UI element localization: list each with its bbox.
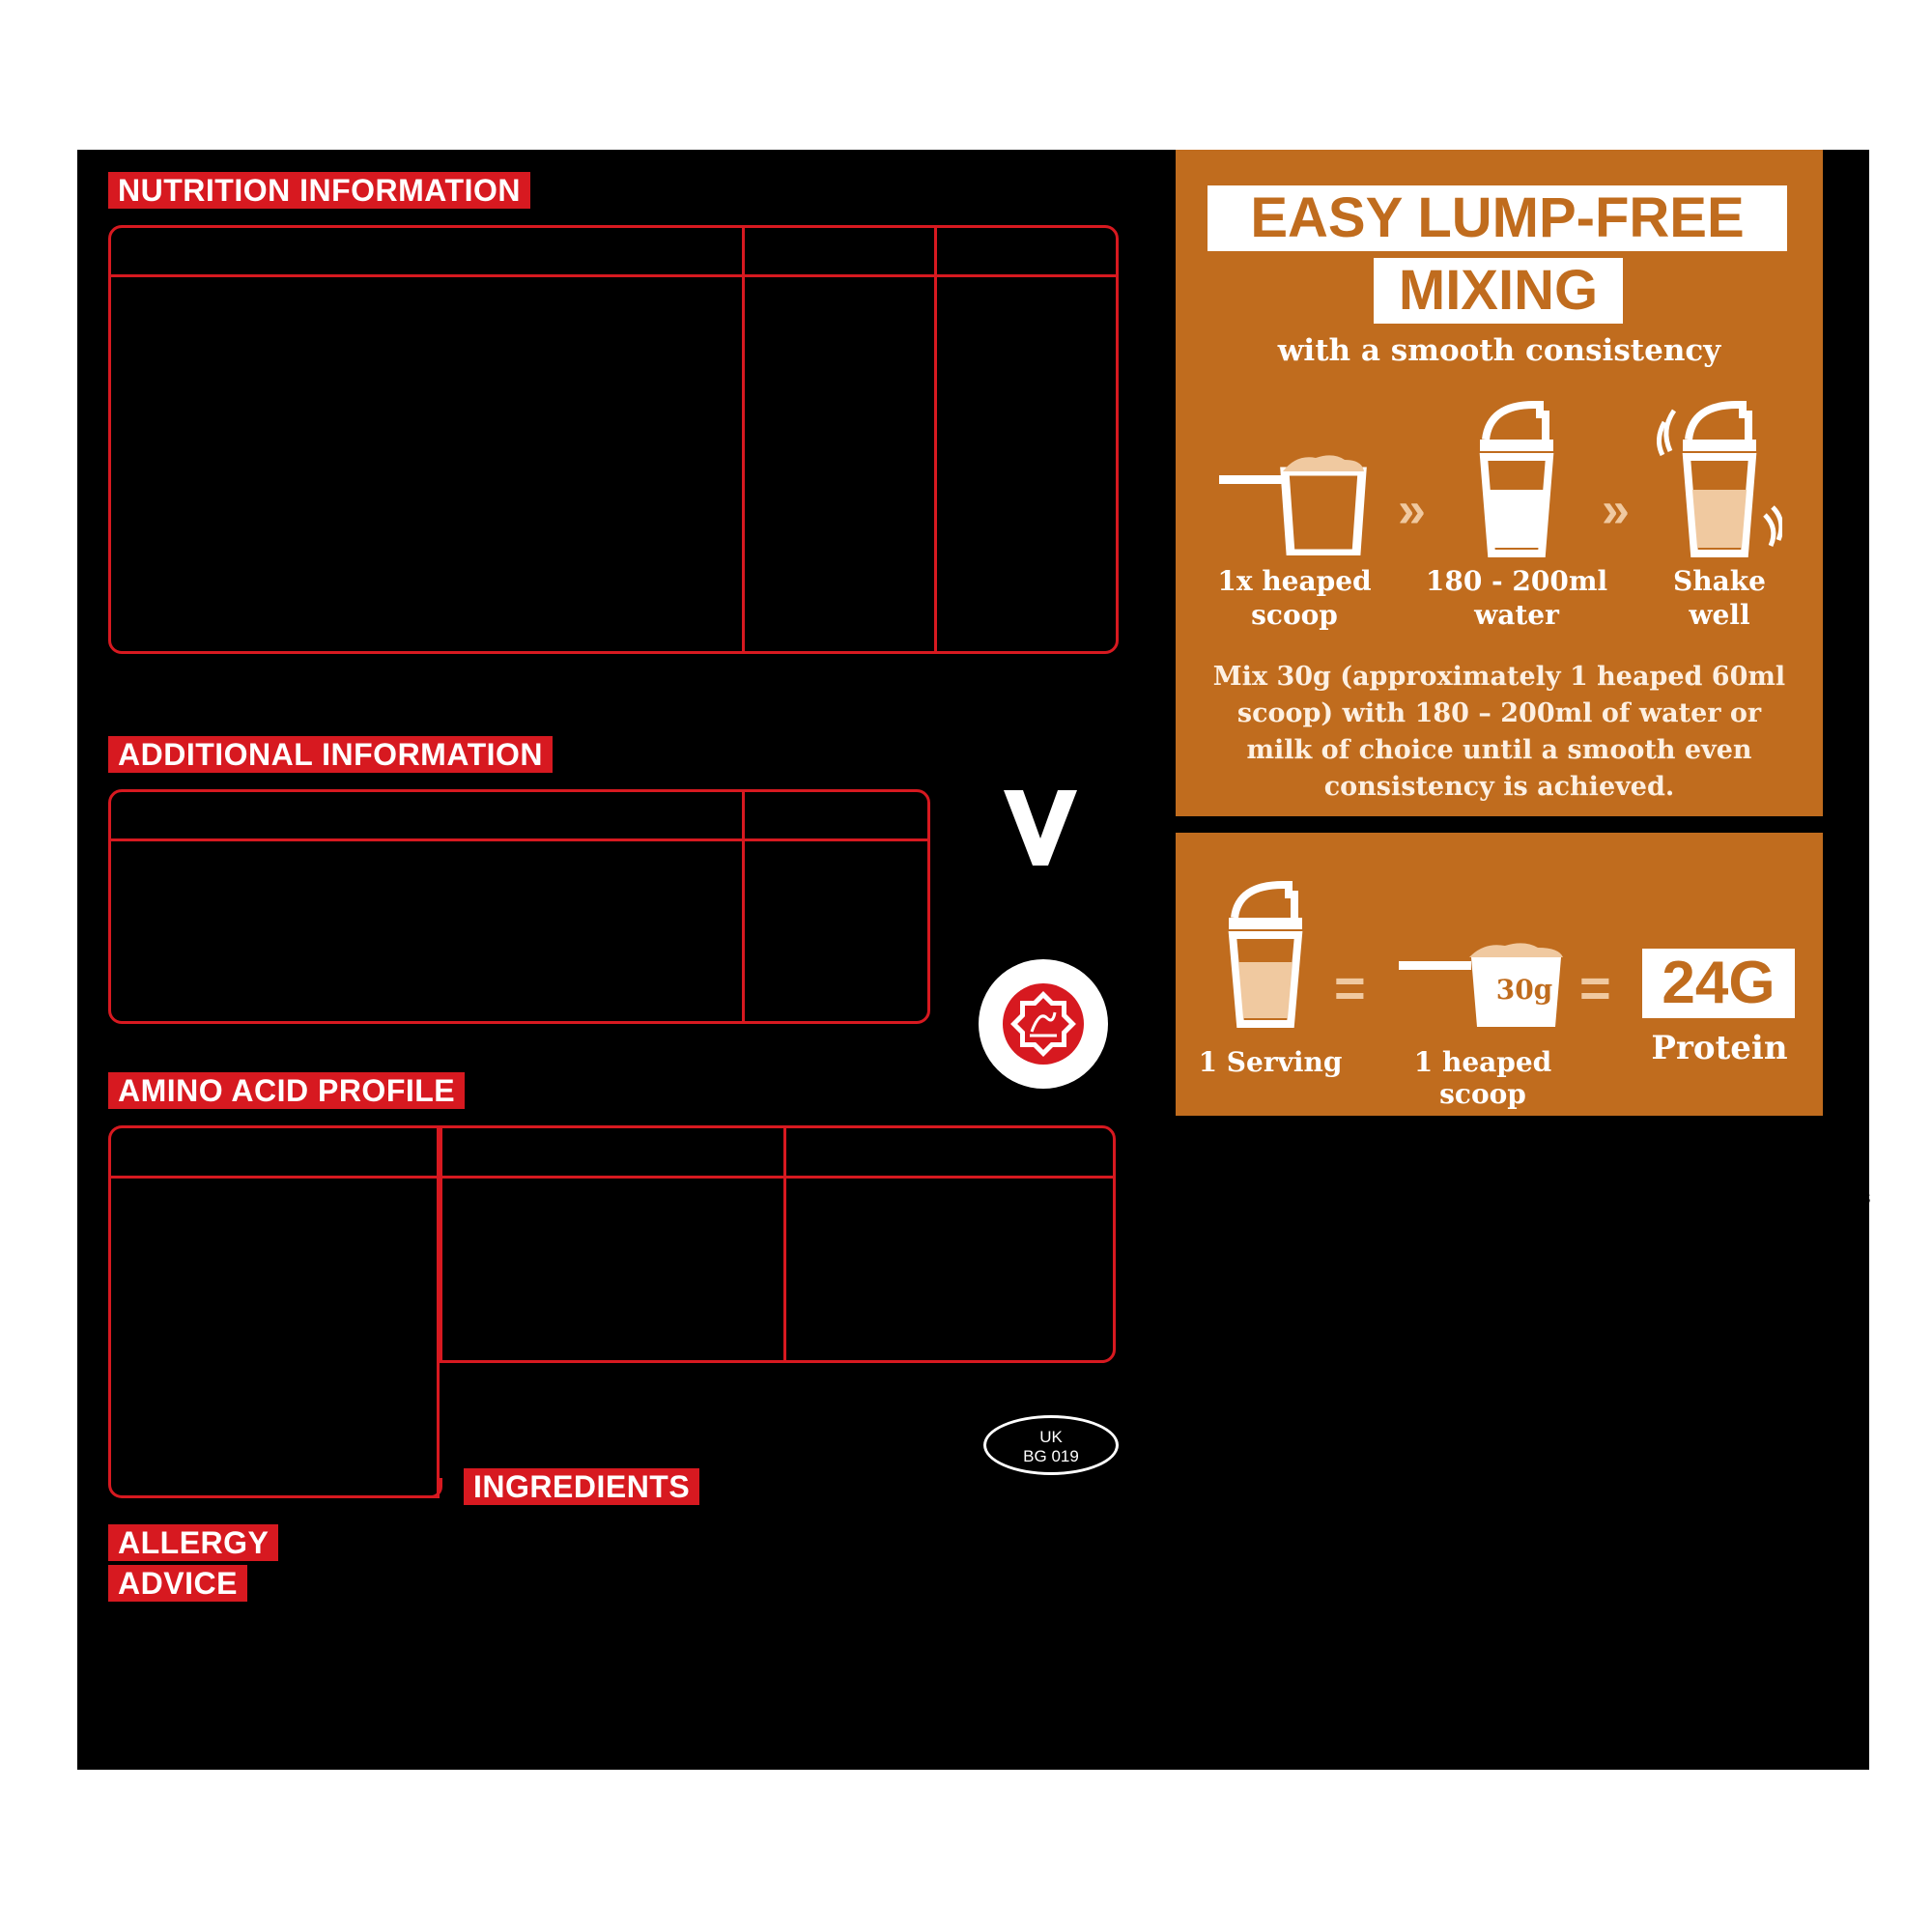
nutrition-header-ri2: RI* xyxy=(1048,236,1074,261)
mixing-instruction-1: Mix 30g (approximately 1 heaped 60ml xyxy=(1212,662,1786,692)
amino-nonessential-value: 1.038 xyxy=(983,1285,1031,1311)
amino-essential-name: Methionine xyxy=(124,1318,216,1343)
nutrition-row-label: of which Saturates/davon gesättigte Fettsäuren/dont acides gras saturés/ xyxy=(134,383,724,409)
nutrition-row-label: di cui zuccheri/z toho cukry xyxy=(134,512,354,538)
food-supplement-line2: powdered drink mix with sweeteners. xyxy=(464,1416,774,1441)
serving-shaker-icon xyxy=(1227,881,1304,1028)
additional-row-value: 50 mg xyxy=(756,851,808,876)
nutrition-row-30g: <0.5 g xyxy=(950,351,1001,376)
amino-essential-value: 1.572 xyxy=(309,1220,356,1246)
amino-conditional-name: Glutamic Acid xyxy=(454,1253,570,1278)
amino-nonessential-value: 1.087 xyxy=(983,1188,1031,1213)
mixing-subtitle: with a smooth consistency xyxy=(1277,333,1721,368)
amino-conditional-title: Conditionally Essential Amino Acids xyxy=(454,1135,770,1160)
additional-header-label: Typical Values xyxy=(124,800,248,825)
amino-conditional-value: 4.116 xyxy=(640,1253,687,1278)
nutrition-header-ri1: RI* xyxy=(855,236,881,261)
nutrition-row-label: Energy/Energie/Énergie/Energía xyxy=(124,286,386,311)
nutrition-row-100g: 3.8 g xyxy=(756,447,797,473)
guidance-line: included with this product measures by volume not by weight, for precise measurements please use xyxy=(1176,1317,1866,1338)
nutrition-row-ri1: 2% xyxy=(855,351,882,376)
arrow-2: » xyxy=(1602,482,1630,538)
amino-subtitle: grams per 30 g serving xyxy=(522,1079,729,1104)
amino-conditional-name: Tyrosine xyxy=(454,1318,526,1343)
step3-line1: Shake xyxy=(1673,565,1766,597)
nutrition-row-ri2: 0% xyxy=(1048,447,1075,473)
nutrition-row-label: Carbohydrate/Kohlenhydrate/Glucides/Carbohidratos/Carboidrati/Sacharidy xyxy=(124,447,733,473)
uk-mark-line2: BG 019 xyxy=(1023,1447,1079,1465)
additional-header-value: 30 g xyxy=(756,800,793,825)
amino-nonessential-name: Alanine xyxy=(797,1188,861,1213)
shaker-shake-icon xyxy=(1657,401,1782,557)
amino-divider xyxy=(437,1125,440,1495)
nutrition-row-100g: 1.0 g xyxy=(756,383,797,409)
amino-essential-name: Threonine xyxy=(124,1382,210,1407)
nutrition-row-label: Protein/Eiweiß/Protéines/Proteína/Proteine/Bílkoviny xyxy=(124,577,549,603)
allergy-line3: and/or Gluten. xyxy=(108,1680,228,1705)
nutrition-footnote-2: referencia de un adulto promedio/Assunzione di riferimento per un adulto medio/Referenční hodnota příjmu u průměrné dospělé osoby (8400 kJ/ 2000kcal). xyxy=(108,698,1081,717)
nutrition-row-30g: 0.3 g xyxy=(950,383,990,409)
nutrition-row-ri1: 160% xyxy=(855,577,902,603)
vegetarian-line1: Suitable for xyxy=(969,871,1114,899)
amino-nonessential-value: 0.420 xyxy=(983,1253,1031,1278)
additional-row-value: 125,000,000 CFU† xyxy=(756,948,911,974)
storage-label: Storage instructions: xyxy=(1176,1470,1335,1492)
protein-amount: 24G xyxy=(1642,949,1795,1018)
nutrition-row-label: of which Sugars/davon Zucker/dont sucres/de los cuales Azúcares/ xyxy=(134,480,675,505)
guidance-line: part of a varied and balanced diet and a healthy lifestyle, not as a substitute for such. Consume up xyxy=(1176,1219,1857,1241)
nutrition-row-label: de las cuales Saturadas/di cui saturi/z toho nasycené xyxy=(134,415,564,440)
amino-title: AMINO ACID PROFILE xyxy=(108,1072,465,1109)
nutrition-table xyxy=(108,225,1119,654)
ingredients-title: INGREDIENTS xyxy=(464,1468,699,1505)
step1-line2: scoop xyxy=(1251,599,1338,631)
amino-nonessential-name: Serine xyxy=(797,1285,852,1311)
amino-nonessential-name: Glycine xyxy=(797,1253,861,1278)
amino-nonessential-name: Aspartic Acid xyxy=(797,1220,907,1246)
nutrition-row-ri1: 1% xyxy=(855,480,882,505)
nutrition-row-ri2: 2% xyxy=(1048,383,1075,409)
nutrition-row-ri1: 18% xyxy=(855,286,892,311)
additional-title: ADDITIONAL INFORMATION xyxy=(108,736,553,773)
nutrition-row-100g: 80 g xyxy=(756,577,792,603)
bbe-label: Best before end: xyxy=(1430,1503,1555,1524)
scoop-weight: 30g xyxy=(1495,974,1553,1006)
ingredients-line: Instantised Whey Protein (Whey Protein Isolate (77%) (MILK), Whey Protein Concentrate (3%) xyxy=(464,1522,1211,1547)
amino-essential-value: 0.541 xyxy=(309,1318,356,1343)
amino-essential-name: Leucine xyxy=(124,1253,190,1278)
nutrition-header-30g: 30 g xyxy=(950,236,986,261)
amino-essential-value: 2.406 xyxy=(309,1285,356,1311)
amino-essential-value: 1.269 xyxy=(309,1447,356,1472)
nutrition-row-ri2: 7% xyxy=(1048,610,1075,635)
step1-line1: 1x heaped xyxy=(1217,565,1372,597)
allergy-line2: May also contain traces of Egg xyxy=(108,1648,367,1673)
step2-line1: 180 - 200ml xyxy=(1425,565,1608,597)
ingredients-line: (MILK), Emulsifier (SOYA Lecithin)), MILK Protein Concentrate (15%), Flavouring, Thickener xyxy=(464,1554,1192,1579)
amino-essential-value: 2.490 xyxy=(309,1253,356,1278)
ingredients-line: (Alpha-Amylase, Neutral Protease, Cellulase, Lactase, Lipase)), Sweetener (Sucralose), Colour xyxy=(464,1619,1218,1644)
scoop-icon xyxy=(1219,454,1369,555)
nutrition-header-label: Typical Values xyxy=(124,236,248,261)
nutrition-row-30g: <0.5 g xyxy=(950,480,1001,505)
ingredients-line: (Bifidobacterium bifidum, Lactobacillus acidophilus, Lactobacillus rhamnosus). xyxy=(464,1717,1080,1741)
uk-mark-line1: UK xyxy=(1039,1428,1063,1446)
scoop-label: 1 heaped scoop xyxy=(1413,1046,1552,1110)
nutrition-header-per: per/pro/pour/por/na xyxy=(558,236,727,261)
additional-row-label: Lactobacillus acidophilus xyxy=(124,948,326,974)
additional-row-value: 125,000,000 CFU† xyxy=(756,980,911,1006)
shaker-water-icon xyxy=(1478,401,1555,557)
amino-conditional-name: Arginine xyxy=(454,1188,524,1213)
nutrition-row-30g: 106 kcal xyxy=(950,318,1018,344)
guidance-line: Protein contributes to a growth in muscle mass. xyxy=(1176,1413,1505,1435)
equals-1: = xyxy=(1334,957,1366,1018)
nutrition-row-30g: 24 g xyxy=(950,577,985,603)
nutrition-row-ri2: 0% xyxy=(1048,480,1075,505)
serving-label: 1 Serving xyxy=(1198,1046,1343,1078)
additional-row-value: 125,000,000 spores xyxy=(756,883,918,909)
nutrition-row-100g: 1,501 kJ xyxy=(756,286,826,311)
nutrition-row-30g: 0.7 g xyxy=(950,545,990,570)
amino-conditional-value: 0.503 xyxy=(640,1188,688,1213)
nutrition-row-100g: 354 kcal xyxy=(756,318,825,344)
additional-table xyxy=(108,789,930,1024)
nutrition-title: NUTRITION INFORMATION xyxy=(108,172,530,209)
nutrition-row-ri1: 22% xyxy=(855,610,892,635)
guidance-label: Guidance notice: xyxy=(1176,1187,1303,1208)
step3-line2: well xyxy=(1689,599,1750,631)
amino-nonessential-value: 2.628 xyxy=(983,1220,1031,1246)
step2-line2: water xyxy=(1474,599,1559,631)
vegetarian-line2: Vegetarians xyxy=(969,902,1129,930)
additional-footnote: †Colony forming units / Kolonie tvořící jednotky. xyxy=(108,1034,402,1053)
storage-text1: Store in a cool dry place. Keep lid on after opening. Best consume entire xyxy=(1339,1470,1848,1492)
halal-tm: TM xyxy=(1089,1071,1107,1086)
guidance-line: to three servings per day. Do not exceed the stated recommended daily dose. This product is not xyxy=(1176,1252,1845,1273)
amino-essential-value: 0.715 xyxy=(309,1350,356,1376)
mixing-title-1: EASY LUMP-FREE xyxy=(1208,185,1787,251)
nutrition-row-30g: 1.1 g xyxy=(950,447,990,473)
nutrition-row-label: Salt/Salz/Sel/Sal/Sale/Sůl xyxy=(124,610,331,635)
nutrition-row-ri1: 5% xyxy=(855,383,882,409)
nutrition-row-ri2: 5% xyxy=(1048,286,1075,311)
nutrition-row-label: Fat/Fett/Matières grasses/Grasas/Grassi/Tuky xyxy=(124,351,496,376)
amino-essential-name: Tryptophan xyxy=(124,1414,219,1440)
protein-label: Protein xyxy=(1651,1029,1788,1067)
mixing-instruction-4: consistency is achieved. xyxy=(1323,772,1675,802)
bbe-text: See shoulder, side or base. xyxy=(1559,1503,1752,1524)
mixing-title-2: MIXING xyxy=(1374,258,1623,324)
amino-essential-value: 0.404 xyxy=(309,1188,356,1213)
additional-row-label: DigeZyme® Digestive Enzyme Complex xyxy=(124,851,448,876)
mixing-instruction-3: milk of choice until a smooth even xyxy=(1246,735,1752,765)
nutrition-row-ri2: 1% xyxy=(1048,351,1075,376)
amino-essential-value: 0.482 xyxy=(309,1414,356,1440)
amino-essential-name: Histidin xyxy=(124,1188,186,1213)
amino-conditional-value: 0.715 xyxy=(640,1318,688,1343)
guidance-line: intended for use by persons under the age of 16. Keep out of reach of young children. The scoop xyxy=(1176,1284,1847,1306)
nutrition-row-30g: 0.39 g xyxy=(950,610,1001,635)
amino-conditional-name: Cystine xyxy=(454,1220,518,1246)
additional-row-value: 125,000,000 CFU† xyxy=(756,916,911,941)
amino-essential-name: Phenylalanine xyxy=(124,1350,242,1376)
nutrition-row-label: Fibre/Ballaststoffe/Fibres/Fibra/Vláknina xyxy=(124,545,447,570)
guidance-line: manufactured in a facility which is routinely tested for banned substances. See website for details. xyxy=(1176,1381,1853,1403)
nutrition-row-100g: 1.2 g xyxy=(756,480,797,505)
arrow-1: » xyxy=(1398,482,1426,538)
nutrition-row-100g: 1.6 g xyxy=(756,351,797,376)
guidance-line: measuring scales. This product is sold by weight, not by number of servings. This product has been xyxy=(1176,1349,1863,1371)
amino-conditional-value: 1.405 xyxy=(640,1285,688,1311)
vegetarian-v-icon xyxy=(1002,790,1079,866)
amino-corner xyxy=(417,1478,442,1498)
additional-row-label: LactoSpore® Bacillus coagulans xyxy=(124,883,386,909)
nutrition-row-ri2: 48% xyxy=(1048,577,1085,603)
allergy-line1: For allergens see ingredients in BOLD. xyxy=(108,1616,437,1641)
amino-essential-name: Valine xyxy=(124,1447,175,1472)
additional-row-label: Bifidobacterium bifidum xyxy=(124,916,314,941)
allergy-title-1: ALLERGY xyxy=(108,1524,278,1561)
amino-conditional-value: 0.592 xyxy=(640,1220,688,1246)
amino-essential-name: Isoleucine xyxy=(124,1220,210,1246)
uk-health-mark xyxy=(983,1415,1119,1475)
storage-text2: product within 3 months of opening. xyxy=(1176,1503,1426,1524)
additional-row-label: Lactobacillus rhamnosus xyxy=(124,980,325,1006)
ingredients-line: Sweetener (Steviol Glycosides from Stevia), Multi-Component Protected Lactic Acid Bacteria xyxy=(464,1684,1195,1709)
guidance-text: This product is a food supplement and should be used in conjunction with food as xyxy=(1306,1187,1871,1208)
ingredients-line: (Cellulose Gum), Sea Salt, Colour (Cocoa Powder), Digestive Enzyme Complex (DigeZyme® xyxy=(464,1587,1201,1611)
nutrition-row-30g: 450 kJ xyxy=(950,286,1004,311)
nutrition-header-100g: 100 g xyxy=(756,236,804,261)
allergy-title-2: ADVICE xyxy=(108,1565,247,1602)
nutrition-row-ri1: 1% xyxy=(855,447,882,473)
ingredients-line: (Carotenes), Bacillus Coagulans (LactoSpore®), Anti Caking Agent (Silicon Dioxide), xyxy=(464,1652,1131,1676)
amino-essential-name: Lysine xyxy=(124,1285,178,1311)
nutrition-footnote-1: *Reference intake of an average adult/Referenzmenge eines durchschnittlichen Erwachsenen/Apports journaliers recommandés pour un adulte type moyen/Ingesta de xyxy=(108,667,1151,685)
nutrition-row-100g: 1.3 g xyxy=(756,610,797,635)
amino-essential-value: 1.617 xyxy=(309,1382,356,1407)
nutrition-row-100g: 2.2 g xyxy=(756,545,797,570)
mixing-instruction-2: scoop) with 180 – 200ml of water or xyxy=(1236,698,1762,728)
amino-conditional-name: Proline xyxy=(454,1285,513,1311)
amino-essential-title: Essential Amino Acids xyxy=(124,1135,319,1160)
equals-2: = xyxy=(1579,957,1611,1018)
guidance-line xyxy=(1176,1182,1870,1214)
amino-nonessential-title: Non-Essential Amino Acids xyxy=(797,1135,1034,1160)
food-supplement-line1: Food supplement – High protein, salted peanut caramel flavour xyxy=(464,1384,991,1409)
